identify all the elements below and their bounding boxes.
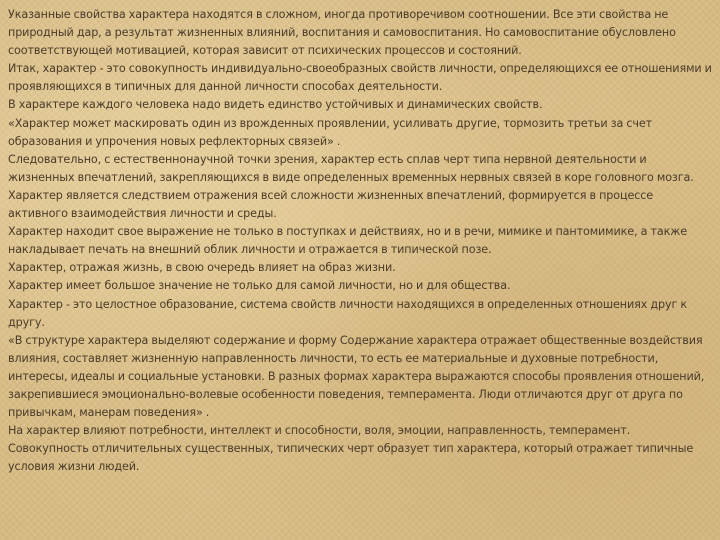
paragraph-6: Характер является следствием отражения всей сложности жизненных впечатлений, формируется в процессе активного взаимодействия личности и среды. bbox=[8, 188, 657, 221]
paragraph-2: Итак, характер - это совокупность индивидуально-своеобразных свойств личности, определяющихся ее отношениями и проявляющихся в типичных для данной личности способах деятельности. bbox=[8, 62, 715, 94]
paragraph-1: Указанные свойства характера находятся в сложном, иногда противоречивом соотношении. Все эти свойства не природный дар, а результат жизненных влияний, воспитания и самовоспитания. Но самовоспитание обусловлено соответствующей мотивацией, которая зависит от психических процессов и состояний. bbox=[8, 8, 679, 58]
paragraph-13: Совокупность отличительных существенных, типических черт образует тип характера, который отражает типичные условия жизни людей. bbox=[8, 442, 697, 474]
paragraph-8: Характер, отражая жизнь, в свою очередь влияет на образ жизни. bbox=[8, 261, 396, 275]
paragraph-9: Характер имеет большое значение не только для самой личности, но и для общества. bbox=[8, 279, 511, 293]
paragraph-7: Характер находит свое выражение не только в поступках и действиях, но и в речи, мимике и пантомимике, а также накладывает печать на внешний облик личности и отражается в типической позе. bbox=[8, 225, 691, 257]
paragraph-12: На характер влияют потребности, интеллект и способности, воля, эмоции, направленность, темперамент. bbox=[8, 424, 631, 438]
paragraph-10: Характер - это целостное образование, система свойств личности находящихся в определенных отношениях друг к другу. bbox=[8, 297, 691, 329]
paragraph-5: Следовательно, с естественнонаучной точки зрения, характер есть сплав черт типа нервной деятельности и жизненных впечатлений, закрепляющихся в виде определенных временных нервных связей в коре головного мозга. bbox=[8, 152, 694, 184]
paragraph-11: «В структуре характера выделяют содержание и форму Содержание характера отражает общественные воздействия влияния, составляет жизненную направленность личности, то есть ее материальные и духовные потребности, интересы, идеалы и социальные установки. В разных формах характера выражаются способы проявления отношений, закрепившиеся эмоционально-волевые особенности поведения, темперамента. Люди отличаются друг от друга по привычкам, манерам поведения» . bbox=[8, 333, 708, 420]
paragraph-4: «Характер может маскировать один из врожденных проявлении, усиливать другие, тормозить третьи за счет образования и упрочения новых рефлекторных связей» . bbox=[8, 116, 656, 148]
paragraph-3: В характере каждого человека надо видеть единство устойчивых и динамических свойств. bbox=[8, 98, 543, 112]
